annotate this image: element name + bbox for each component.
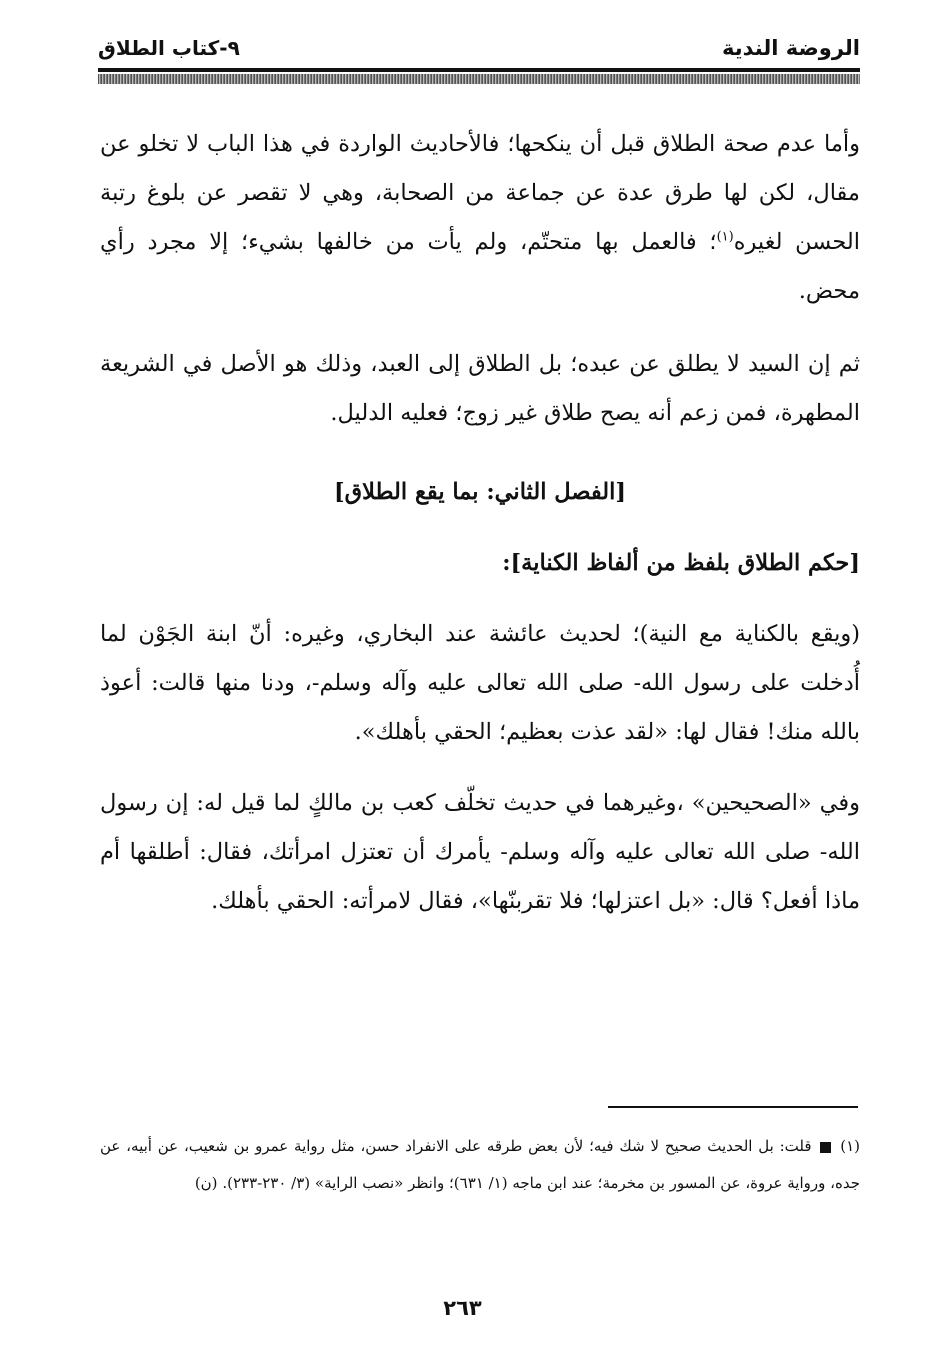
section-heading: [الفصل الثاني: بما يقع الطلاق] (334, 479, 626, 505)
paragraph-1-text: وأما عدم صحة الطلاق قبل أن ينكحها؛ فالأحاديث الواردة في هذا الباب لا تخلو عن مقال، لكن لها طرق عدة عن جماعة من الصحابة، وهي لا تقصر عن بلوغ رتبة الحسن لغيره (100, 131, 860, 255)
running-header (98, 30, 860, 64)
paragraph-2: ثم إن السيد لا يطلق عن عبده؛ بل الطلاق إلى العبد، وذلك هو الأصل في الشريعة المطهرة، فمن زعم أنه يصح طلاق غير زوج؛ فعليه الدليل. (100, 351, 860, 426)
footnote (100, 1128, 860, 1202)
footnote-number: (١) (840, 1137, 860, 1155)
footnote-marker: (ن) (194, 1174, 218, 1192)
chapter-title: ٩-كتاب الطلاق (98, 36, 240, 60)
paragraph-4: وفي «الصحيحين» ،وغيرهما في حديث تخلّف كعب بن مالكٍ لما قيل له: إن رسول الله- صلى الله تعالى عليه وآله وسلم- يأمرك أن تعتزل امرأتك، فقال: أطلقها أم ماذا أفعل؟ قال: «بل اعتزلها؛ فلا تقربنّها»، فقال لامرأته: الحقي بأهلك. (100, 790, 860, 914)
paragraph-3: (ويقع بالكناية مع النية)؛ لحديث عائشة عند البخاري، وغيره: أنّ ابنة الجَوْن لما أُدخلت على رسول الله- صلى الله تعالى عليه وآله وسلم-، ودنا منها قالت: أعوذ بالله منك! فقال لها: «لقد عذت بعظيم؛ الحقي بأهلك». (100, 621, 860, 745)
sub-heading: [حكم الطلاق بلفظ من ألفاظ الكناية]: (502, 550, 860, 576)
page-number: ٢٦٣ (443, 1296, 482, 1320)
footnote-reference: (١) (716, 229, 734, 245)
header-rule-hatch (98, 74, 860, 84)
square-bullet-icon (820, 1142, 831, 1153)
header-rule (98, 68, 860, 72)
paragraph-1-tail: ؛ فالعمل بها متحتّم، ولم يأت من خالفها بشيء؛ إلا مجرد رأي محض. (100, 229, 860, 304)
main-text (100, 120, 860, 926)
paragraph-1 (100, 120, 860, 316)
footnote-rule (608, 1106, 858, 1108)
footnote-text: قلت: بل الحديث صحيح لا شك فيه؛ لأن بعض طرقه على الانفراد حسن، مثل رواية عمرو بن شعيب، عن أبيه، عن جده، ورواية عروة، عن المسور بن مخرمة؛ عند ابن ماجه (١/ ٦٣١)؛ وانظر «نصب الراية» (٣/ ٢٣٠-٢٣٣). (100, 1137, 860, 1192)
book-title: الروضة الندية (722, 36, 860, 60)
